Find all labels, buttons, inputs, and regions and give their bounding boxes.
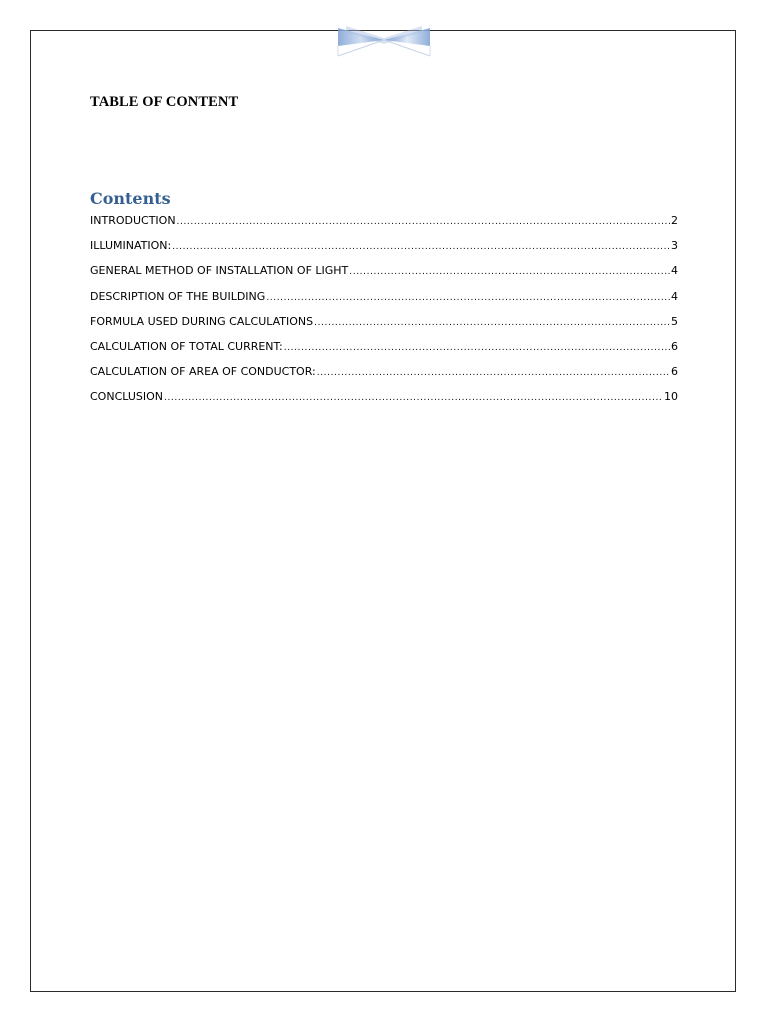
toc-dot-leader	[177, 217, 670, 227]
toc-entry-page: 6	[671, 365, 678, 379]
toc-dot-leader	[317, 368, 670, 378]
toc-entry-introduction[interactable]	[90, 214, 678, 239]
toc-entry-page: 4	[671, 289, 678, 303]
ribbon-bow-icon	[336, 24, 432, 58]
toc-entry-page: 5	[671, 314, 678, 328]
toc-entry-page: 6	[671, 339, 678, 353]
page-border	[30, 30, 736, 992]
toc-entry-label: ILLUMINATION:	[90, 239, 172, 253]
toc-entry-label: CALCULATION OF AREA OF CONDUCTOR:	[90, 365, 316, 379]
toc-dot-leader	[314, 318, 670, 328]
toc-dot-leader	[266, 293, 670, 303]
toc-entry-description[interactable]	[90, 290, 678, 315]
toc-entry-area-conductor[interactable]	[90, 365, 678, 390]
toc-entry-page: 4	[671, 264, 678, 278]
toc-entry-label: CALCULATION OF TOTAL CURRENT:	[90, 339, 283, 353]
document-title: TABLE OF CONTENT	[90, 94, 239, 110]
toc-entry-conclusion[interactable]	[90, 390, 678, 415]
table-of-contents	[90, 214, 678, 416]
toc-dot-leader	[284, 343, 670, 353]
toc-entry-general-method[interactable]	[90, 264, 678, 289]
toc-dot-leader	[164, 393, 663, 403]
toc-entry-label: FORMULA USED DURING CALCULATIONS	[90, 314, 314, 328]
toc-entry-page: 3	[671, 239, 678, 253]
toc-dot-leader	[172, 242, 670, 252]
toc-entry-label: INTRODUCTION	[90, 214, 176, 227]
toc-dot-leader	[349, 267, 670, 277]
toc-heading: Contents	[90, 189, 171, 208]
toc-entry-label: CONCLUSION	[90, 390, 163, 404]
toc-entry-page: 10	[664, 390, 678, 404]
toc-entry-label: GENERAL METHOD OF INSTALLATION OF LIGHT	[90, 264, 349, 278]
toc-entry-formula[interactable]	[90, 315, 678, 340]
toc-entry-total-current[interactable]	[90, 340, 678, 365]
toc-entry-illumination[interactable]	[90, 239, 678, 264]
toc-entry-label: DESCRIPTION OF THE BUILDING	[90, 289, 266, 303]
toc-entry-page: 2	[671, 214, 678, 227]
